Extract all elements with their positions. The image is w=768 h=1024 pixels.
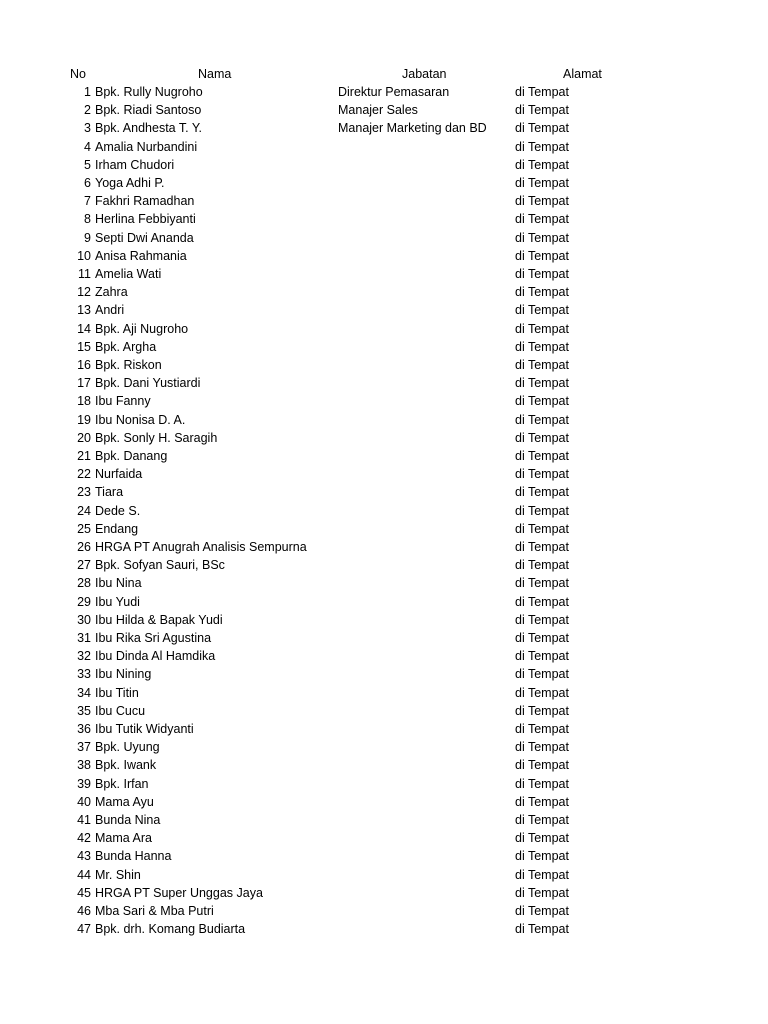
- table-row: [0, 465, 768, 483]
- cell-jabatan: Manajer Sales: [338, 103, 418, 118]
- cell-alamat: di Tempat: [515, 212, 569, 227]
- table-row: [0, 265, 768, 283]
- cell-alamat: di Tempat: [515, 430, 569, 445]
- cell-no: 1: [84, 85, 91, 99]
- cell-no: 35: [77, 703, 91, 718]
- cell-no: 43: [77, 849, 91, 864]
- table-row: [0, 793, 768, 811]
- cell-nama: Ibu Fanny: [95, 394, 151, 409]
- cell-no: 40: [77, 794, 91, 809]
- cell-no: 39: [77, 776, 91, 791]
- table-row: [0, 138, 768, 156]
- table-row: [0, 902, 768, 920]
- cell-no: 36: [77, 722, 91, 736]
- cell-no: 3: [84, 121, 91, 136]
- cell-alamat: di Tempat: [515, 722, 569, 736]
- cell-nama: Andri: [95, 303, 125, 318]
- cell-nama: Dede S.: [95, 503, 141, 518]
- cell-no: 44: [77, 867, 91, 882]
- table-row: [0, 301, 768, 319]
- cell-nama: Bpk. Sonly H. Saragih: [95, 430, 218, 445]
- cell-nama: Bpk. Dani Yustiardi: [95, 376, 201, 391]
- cell-alamat: di Tempat: [515, 521, 569, 536]
- cell-alamat: di Tempat: [515, 558, 569, 573]
- cell-alamat: di Tempat: [515, 503, 569, 518]
- cell-no: 19: [77, 412, 91, 427]
- cell-nama: Ibu Tutik Widyanti: [95, 722, 194, 736]
- cell-alamat: di Tempat: [515, 667, 569, 682]
- cell-no: 47: [77, 922, 91, 937]
- cell-no: 46: [77, 904, 91, 918]
- cell-no: 26: [77, 540, 91, 554]
- cell-nama: Amelia Wati: [95, 267, 162, 281]
- table-row: [0, 119, 768, 137]
- cell-no: 6: [84, 176, 91, 190]
- cell-alamat: di Tempat: [515, 922, 569, 937]
- cell-nama: Anisa Rahmania: [95, 248, 187, 263]
- cell-no: 38: [77, 758, 91, 773]
- cell-alamat: di Tempat: [515, 612, 569, 627]
- header-alamat: Alamat: [563, 67, 602, 81]
- cell-no: 16: [77, 358, 91, 372]
- cell-alamat: di Tempat: [515, 376, 569, 391]
- cell-nama: Bpk. Irfan: [95, 776, 149, 791]
- cell-nama: Ibu Nonisa D. A.: [95, 412, 186, 427]
- cell-alamat: di Tempat: [515, 248, 569, 263]
- cell-alamat: di Tempat: [515, 85, 569, 99]
- cell-alamat: di Tempat: [515, 540, 569, 554]
- cell-nama: Ibu Nina: [95, 576, 142, 591]
- cell-nama: Nurfaida: [95, 467, 143, 482]
- cell-no: 29: [77, 594, 91, 609]
- cell-alamat: di Tempat: [515, 121, 569, 136]
- table-row: [0, 320, 768, 338]
- table-row: [0, 356, 768, 374]
- table-row: [0, 283, 768, 301]
- table-row: [0, 429, 768, 447]
- cell-alamat: di Tempat: [515, 157, 569, 172]
- cell-nama: HRGA PT Super Unggas Jaya: [95, 885, 263, 900]
- cell-jabatan: Direktur Pemasaran: [338, 85, 450, 99]
- cell-alamat: di Tempat: [515, 176, 569, 190]
- cell-nama: Irham Chudori: [95, 157, 175, 172]
- table-row: [0, 684, 768, 702]
- cell-nama: Bpk. Uyung: [95, 740, 160, 755]
- table-row: [0, 829, 768, 847]
- cell-alamat: di Tempat: [515, 794, 569, 809]
- table-row: [0, 702, 768, 720]
- table-row: [0, 775, 768, 793]
- cell-no: 4: [84, 139, 91, 154]
- cell-no: 33: [77, 667, 91, 682]
- cell-nama: Amalia Nurbandini: [95, 139, 198, 154]
- header-nama: Nama: [198, 67, 232, 81]
- cell-alamat: di Tempat: [515, 685, 569, 700]
- cell-no: 14: [77, 321, 91, 336]
- cell-no: 24: [77, 503, 91, 518]
- cell-no: 23: [77, 485, 91, 500]
- cell-no: 27: [77, 558, 91, 573]
- cell-alamat: di Tempat: [515, 594, 569, 609]
- table-row: [0, 192, 768, 210]
- table-row: [0, 502, 768, 520]
- cell-no: 7: [84, 194, 91, 209]
- table-row: [0, 247, 768, 265]
- cell-nama: HRGA PT Anugrah Analisis Sempurna: [95, 540, 307, 554]
- cell-alamat: di Tempat: [515, 449, 569, 463]
- cell-alamat: di Tempat: [515, 194, 569, 209]
- cell-nama: Ibu Rika Sri Agustina: [95, 631, 212, 645]
- table-row: [0, 156, 768, 174]
- cell-alamat: di Tempat: [515, 103, 569, 118]
- cell-nama: Bpk. Rully Nugroho: [95, 85, 203, 99]
- table-row: [0, 374, 768, 392]
- table-row: [0, 647, 768, 665]
- cell-alamat: di Tempat: [515, 339, 569, 354]
- cell-nama: Bunda Hanna: [95, 849, 172, 864]
- cell-alamat: di Tempat: [515, 831, 569, 846]
- table-row: [0, 338, 768, 356]
- cell-no: 10: [77, 248, 91, 263]
- table-row: [0, 392, 768, 410]
- cell-no: 30: [77, 612, 91, 627]
- cell-no: 12: [77, 285, 91, 300]
- cell-no: 41: [77, 813, 91, 827]
- table-row: [0, 174, 768, 192]
- table-row: [0, 210, 768, 228]
- cell-alamat: di Tempat: [515, 740, 569, 755]
- table-row: [0, 574, 768, 592]
- table-header-row: [0, 65, 768, 83]
- table-row: [0, 101, 768, 119]
- table-row: [0, 847, 768, 865]
- table-row: [0, 229, 768, 247]
- table-row: [0, 884, 768, 902]
- cell-alamat: di Tempat: [515, 412, 569, 427]
- cell-nama: Ibu Yudi: [95, 594, 140, 609]
- cell-no: 20: [77, 430, 91, 445]
- cell-alamat: di Tempat: [515, 813, 569, 827]
- cell-nama: Zahra: [95, 285, 128, 300]
- table-row: [0, 593, 768, 611]
- table-row: [0, 866, 768, 884]
- cell-no: 2: [84, 103, 91, 118]
- cell-no: 13: [77, 303, 91, 318]
- cell-no: 18: [77, 394, 91, 409]
- cell-alamat: di Tempat: [515, 394, 569, 409]
- cell-no: 8: [84, 212, 91, 227]
- cell-nama: Ibu Nining: [95, 667, 152, 682]
- cell-alamat: di Tempat: [515, 649, 569, 664]
- cell-nama: Bunda Nina: [95, 813, 161, 827]
- cell-no: 45: [77, 885, 91, 900]
- cell-nama: Bpk. Riskon: [95, 358, 162, 372]
- cell-no: 9: [84, 230, 91, 245]
- cell-alamat: di Tempat: [515, 849, 569, 864]
- table-row: [0, 720, 768, 738]
- cell-no: 28: [77, 576, 91, 591]
- cell-alamat: di Tempat: [515, 904, 569, 918]
- table-row: [0, 811, 768, 829]
- cell-alamat: di Tempat: [515, 467, 569, 482]
- cell-nama: Bpk. Argha: [95, 339, 157, 354]
- cell-no: 15: [77, 339, 91, 354]
- cell-nama: Septi Dwi Ananda: [95, 230, 194, 245]
- table-row: [0, 611, 768, 629]
- cell-alamat: di Tempat: [515, 703, 569, 718]
- cell-alamat: di Tempat: [515, 576, 569, 591]
- cell-alamat: di Tempat: [515, 303, 569, 318]
- cell-no: 31: [77, 631, 91, 645]
- cell-alamat: di Tempat: [515, 485, 569, 500]
- cell-alamat: di Tempat: [515, 758, 569, 773]
- cell-no: 37: [77, 740, 91, 755]
- cell-alamat: di Tempat: [515, 867, 569, 882]
- table-row: [0, 756, 768, 774]
- cell-no: 34: [77, 685, 91, 700]
- table-row: [0, 83, 768, 101]
- header-no: No: [70, 67, 86, 81]
- table-row: [0, 538, 768, 556]
- cell-nama: Ibu Dinda Al Hamdika: [95, 649, 216, 664]
- cell-nama: Herlina Febbiyanti: [95, 212, 196, 227]
- cell-no: 17: [77, 376, 91, 391]
- cell-alamat: di Tempat: [515, 285, 569, 300]
- cell-nama: Bpk. Danang: [95, 449, 168, 463]
- cell-nama: Bpk. Iwank: [95, 758, 157, 773]
- header-jabatan: Jabatan: [402, 67, 447, 81]
- cell-alamat: di Tempat: [515, 885, 569, 900]
- table-row: [0, 483, 768, 501]
- table-row: [0, 629, 768, 647]
- table-row: [0, 665, 768, 683]
- cell-no: 32: [77, 649, 91, 664]
- cell-alamat: di Tempat: [515, 139, 569, 154]
- table-row: [0, 556, 768, 574]
- table-row: [0, 447, 768, 465]
- cell-alamat: di Tempat: [515, 631, 569, 645]
- cell-nama: Mama Ayu: [95, 794, 154, 809]
- table-row: [0, 920, 768, 938]
- cell-no: 22: [77, 467, 91, 482]
- cell-nama: Ibu Cucu: [95, 703, 146, 718]
- cell-no: 25: [77, 521, 91, 536]
- cell-nama: Bpk. Aji Nugroho: [95, 321, 189, 336]
- cell-alamat: di Tempat: [515, 230, 569, 245]
- cell-no: 42: [77, 831, 91, 846]
- cell-nama: Endang: [95, 521, 139, 536]
- cell-nama: Bpk. drh. Komang Budiarta: [95, 922, 246, 937]
- cell-no: 11: [78, 267, 91, 281]
- cell-nama: Mba Sari & Mba Putri: [95, 904, 214, 918]
- cell-nama: Mama Ara: [95, 831, 152, 846]
- cell-nama: Yoga Adhi P.: [95, 176, 165, 190]
- cell-nama: Bpk. Sofyan Sauri, BSc: [95, 558, 225, 573]
- cell-jabatan: Manajer Marketing dan BD: [338, 121, 487, 136]
- cell-nama: Ibu Titin: [95, 685, 139, 700]
- cell-alamat: di Tempat: [515, 267, 569, 281]
- table-row: [0, 738, 768, 756]
- cell-no: 21: [77, 449, 91, 463]
- cell-nama: Mr. Shin: [95, 867, 141, 882]
- cell-nama: Tiara: [95, 485, 124, 500]
- cell-nama: Fakhri Ramadhan: [95, 194, 195, 209]
- cell-nama: Bpk. Riadi Santoso: [95, 103, 202, 118]
- cell-alamat: di Tempat: [515, 358, 569, 372]
- table-row: [0, 520, 768, 538]
- cell-no: 5: [84, 157, 91, 172]
- cell-alamat: di Tempat: [515, 776, 569, 791]
- table-row: [0, 411, 768, 429]
- cell-nama: Bpk. Andhesta T. Y.: [95, 121, 203, 136]
- cell-alamat: di Tempat: [515, 321, 569, 336]
- cell-nama: Ibu Hilda & Bapak Yudi: [95, 612, 223, 627]
